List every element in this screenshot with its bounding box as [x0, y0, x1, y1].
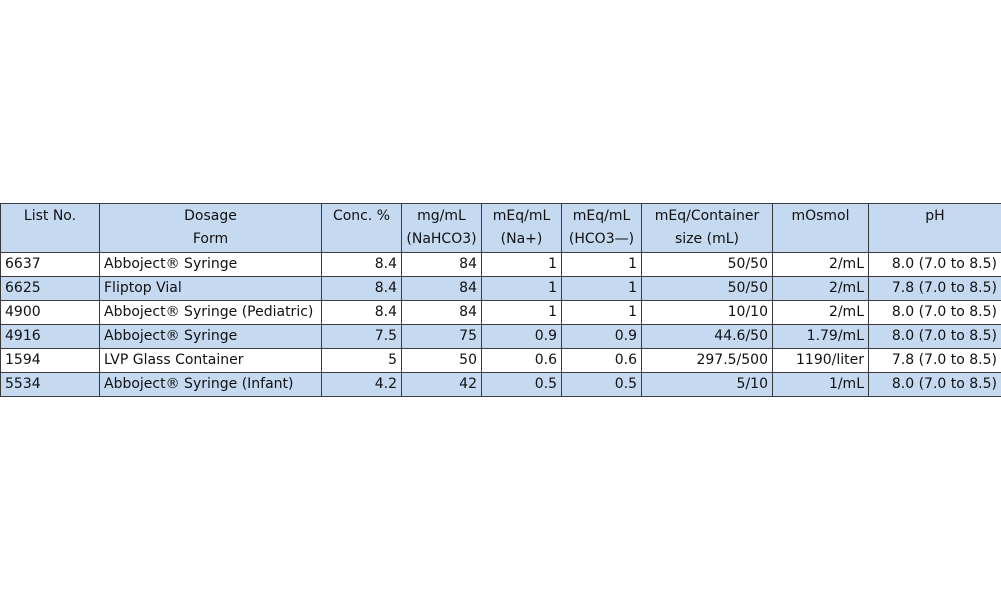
cell-dosage-form: Abboject® Syringe (Pediatric): [100, 301, 322, 325]
header-line2: (HCO3—): [568, 231, 635, 247]
cell-mosmol: 1/mL: [773, 373, 869, 397]
cell-meq-container: 297.5/500: [642, 349, 773, 373]
header-meq-na: [482, 204, 562, 253]
cell-conc: 5: [322, 349, 402, 373]
table-row: [1, 301, 1001, 325]
cell-meq-container: 5/10: [642, 373, 773, 397]
table-header: [1, 204, 1001, 253]
header-meq-hco3: [562, 204, 642, 253]
cell-mg-ml: 75: [402, 325, 482, 349]
cell-mosmol: 2/mL: [773, 301, 869, 325]
header-line2: Form: [192, 231, 229, 247]
cell-meq-na: 0.6: [482, 349, 562, 373]
cell-list-no: 6637: [1, 253, 100, 277]
cell-meq-container: 50/50: [642, 277, 773, 301]
cell-meq-container: 44.6/50: [642, 325, 773, 349]
cell-dosage-form: Abboject® Syringe: [100, 325, 322, 349]
cell-list-no: 4916: [1, 325, 100, 349]
cell-mg-ml: 84: [402, 277, 482, 301]
cell-conc: 8.4: [322, 253, 402, 277]
header-line1: mEq/mL: [492, 208, 551, 224]
cell-ph: 8.0 (7.0 to 8.5): [869, 373, 1001, 397]
header-line1: mg/mL: [417, 208, 466, 224]
cell-mg-ml: 50: [402, 349, 482, 373]
header-line1: mEq/Container: [654, 208, 760, 224]
cell-meq-hco3: 1: [562, 253, 642, 277]
table-row: [1, 277, 1001, 301]
cell-meq-na: 0.5: [482, 373, 562, 397]
cell-mg-ml: 42: [402, 373, 482, 397]
header-meq-container: [642, 204, 773, 253]
cell-list-no: 5534: [1, 373, 100, 397]
cell-dosage-form: Abboject® Syringe: [100, 253, 322, 277]
header-line2: (Na+): [500, 231, 543, 247]
cell-meq-container: 50/50: [642, 253, 773, 277]
cell-meq-hco3: 1: [562, 277, 642, 301]
header-line2: (NaHCO3): [406, 231, 477, 247]
header-line1: mOsmol: [791, 208, 850, 224]
header-list-no: [1, 204, 100, 253]
cell-meq-na: 1: [482, 301, 562, 325]
table-row: [1, 325, 1001, 349]
cell-ph: 7.8 (7.0 to 8.5): [869, 277, 1001, 301]
cell-mosmol: 1.79/mL: [773, 325, 869, 349]
table-row: [1, 373, 1001, 397]
cell-meq-na: 1: [482, 277, 562, 301]
table-body: [1, 253, 1001, 397]
cell-mosmol: 2/mL: [773, 253, 869, 277]
cell-meq-hco3: 1: [562, 301, 642, 325]
cell-ph: 8.0 (7.0 to 8.5): [869, 301, 1001, 325]
cell-dosage-form: Abboject® Syringe (Infant): [100, 373, 322, 397]
cell-list-no: 1594: [1, 349, 100, 373]
header-line1: Conc. %: [332, 208, 391, 224]
header-mosmol: [773, 204, 869, 253]
cell-meq-hco3: 0.6: [562, 349, 642, 373]
cell-meq-na: 0.9: [482, 325, 562, 349]
cell-ph: 8.0 (7.0 to 8.5): [869, 253, 1001, 277]
table-row: [1, 349, 1001, 373]
cell-mosmol: 2/mL: [773, 277, 869, 301]
cell-conc: 7.5: [322, 325, 402, 349]
header-line2: size (mL): [675, 231, 739, 247]
header-mg-ml: [402, 204, 482, 253]
header-line1: Dosage: [184, 208, 237, 224]
cell-ph: 7.8 (7.0 to 8.5): [869, 349, 1001, 373]
cell-meq-container: 10/10: [642, 301, 773, 325]
cell-ph: 8.0 (7.0 to 8.5): [869, 325, 1001, 349]
cell-mg-ml: 84: [402, 253, 482, 277]
cell-meq-hco3: 0.5: [562, 373, 642, 397]
cell-list-no: 6625: [1, 277, 100, 301]
cell-meq-hco3: 0.9: [562, 325, 642, 349]
cell-mosmol: 1190/liter: [773, 349, 869, 373]
header-line1: mEq/mL: [572, 208, 631, 224]
header-dosage-form: [100, 204, 322, 253]
header-line1: List No.: [23, 208, 77, 224]
cell-dosage-form: Fliptop Vial: [100, 277, 322, 301]
cell-meq-na: 1: [482, 253, 562, 277]
cell-conc: 4.2: [322, 373, 402, 397]
cell-mg-ml: 84: [402, 301, 482, 325]
cell-conc: 8.4: [322, 301, 402, 325]
header-ph: [869, 204, 1001, 253]
cell-dosage-form: LVP Glass Container: [100, 349, 322, 373]
cell-conc: 8.4: [322, 277, 402, 301]
table-row: [1, 253, 1001, 277]
header-conc: [322, 204, 402, 253]
header-line1: pH: [925, 208, 945, 224]
product-table: [0, 203, 1001, 397]
header-row: [1, 204, 1001, 253]
product-table-container: [0, 203, 1001, 397]
cell-list-no: 4900: [1, 301, 100, 325]
